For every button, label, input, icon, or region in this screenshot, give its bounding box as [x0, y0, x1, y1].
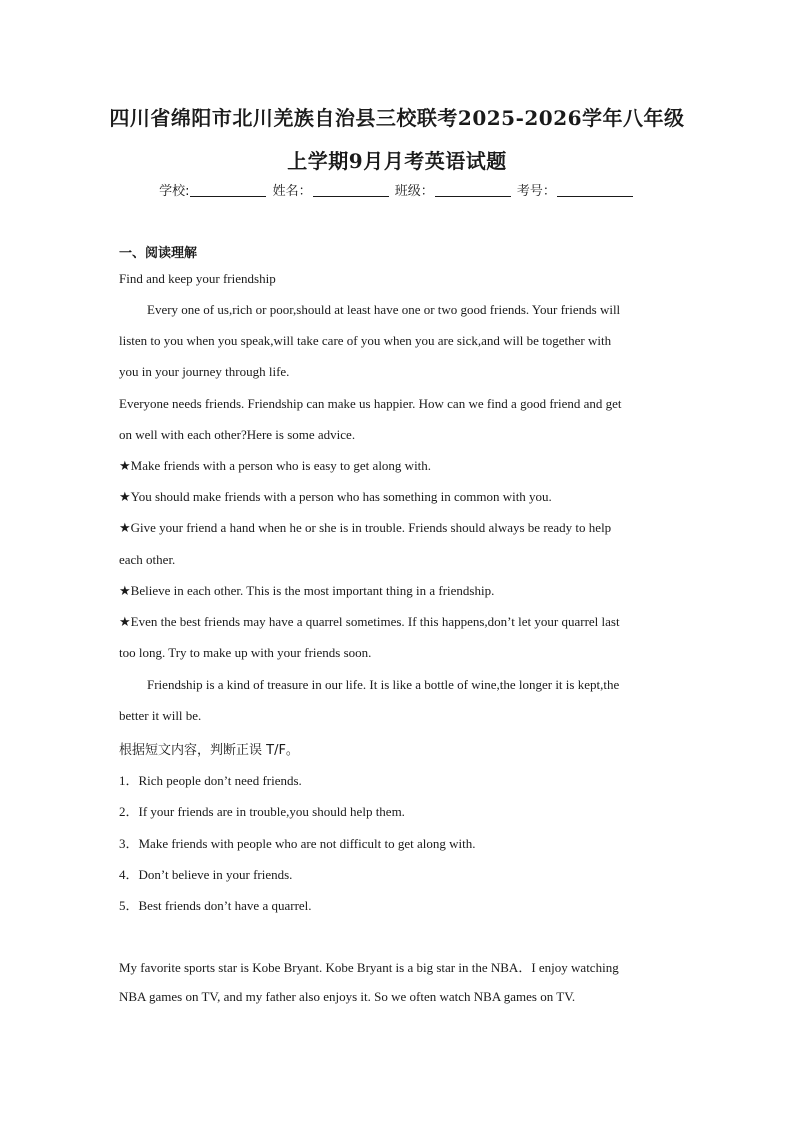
question-item: 3．Make friends with people who are not difficult to get along with. — [119, 836, 476, 851]
passage2-line: NBA games on TV, and my father also enjoys it. So we often watch NBA games on TV. — [119, 989, 576, 1004]
passage-line: you in your journey through life. — [119, 364, 290, 379]
passage-line: listen to you when you speak,will take care of you when you are sick,and will be together with — [119, 333, 612, 348]
passage-line: Everyone needs friends. Friendship can make us happier. How can we find a good friend and get — [119, 396, 622, 411]
passage2-line: My favorite sports star is Kobe Bryant. Kobe Bryant is a big star in the NBA．I enjoy watching — [119, 960, 619, 975]
name-label: 姓名： — [272, 184, 312, 199]
exam-title-line1: 四川省绵阳市北川羌族自治县三校联考2025-2026学年八年级 — [109, 106, 685, 130]
advice-item: ★Even the best friends may have a quarrel sometimes. If this happens,don’t let your quarrel last — [119, 614, 620, 629]
exam-number-label: 考号： — [516, 184, 556, 199]
advice-item: ★Give your friend a hand when he or she is in trouble. Friends should always be ready to help — [119, 520, 612, 535]
question-item: 5．Best friends don’t have a quarrel. — [119, 898, 312, 913]
school-blank — [190, 184, 266, 197]
passage-line: better it will be. — [119, 708, 202, 723]
school-label: 学校: — [159, 184, 190, 199]
passage-line: each other. — [119, 552, 176, 567]
advice-item: ★You should make friends with a person who has something in common with you. — [119, 489, 552, 504]
question-item: 1．Rich people don’t need friends. — [119, 773, 302, 788]
passage-title: Find and keep your friendship — [119, 271, 276, 286]
exam-number-blank — [557, 184, 633, 197]
question-instruction: 根据短文内容，判断正误 T/F。 — [119, 743, 299, 758]
question-item: 4．Don’t believe in your friends. — [119, 867, 293, 882]
advice-item: ★Believe in each other. This is the most important thing in a friendship. — [119, 583, 495, 598]
passage-line: too long. Try to make up with your friends soon. — [119, 645, 372, 660]
advice-item: ★Make friends with a person who is easy to get along with. — [119, 458, 432, 473]
student-info-row — [0, 180, 794, 199]
name-blank — [313, 184, 389, 197]
section-heading: 一、阅读理解 — [119, 246, 198, 261]
exam-title-line2: 上学期9月月考英语试题 — [287, 149, 507, 173]
passage-line: on well with each other?Here is some advice. — [119, 427, 356, 442]
passage-line: Every one of us,rich or poor,should at least have one or two good friends. Your friends will — [147, 302, 621, 317]
class-label: 班级： — [394, 184, 434, 199]
passage-line: Friendship is a kind of treasure in our life. It is like a bottle of wine,the longer it is kept,the — [147, 677, 620, 692]
class-blank — [435, 184, 511, 197]
question-item: 2．If your friends are in trouble,you should help them. — [119, 804, 405, 819]
